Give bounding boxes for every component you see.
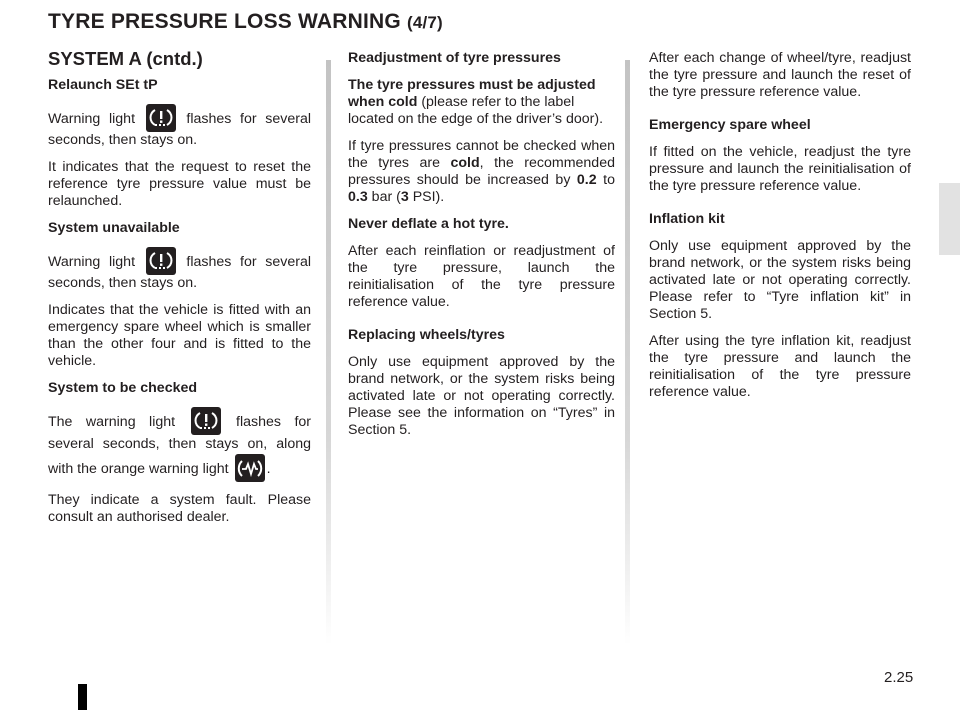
corner-mark — [78, 684, 87, 710]
paragraph: They indicate a system fault. Please consult an authorised dealer. — [48, 492, 311, 525]
paragraph — [48, 407, 311, 482]
system-fault-warning-icon — [235, 454, 265, 482]
bold-text: The tyre pressures must be adjusted when cold — [348, 77, 596, 110]
title-part: (4/7) — [406, 13, 443, 32]
section-thumb-tab — [939, 183, 960, 255]
paragraph: After using the tyre inflation kit, readjust the tyre pressure and launch the reinitialisation of the tyre pressure reference value. — [649, 333, 911, 400]
paragraph: After each change of wheel/tyre, readjust the tyre pressure and launch the reset of the tyre pressure reference value. — [649, 50, 911, 100]
subheading-replacing: Replacing wheels/tyres — [348, 327, 505, 343]
bold-text: 3 — [400, 189, 409, 205]
page-number: 2.25 — [884, 669, 914, 686]
subheading-unavailable: System unavailable — [48, 220, 180, 236]
column-2 — [348, 50, 615, 449]
subheading-never-deflate: Never deflate a hot tyre. — [348, 216, 509, 232]
tyre-pressure-warning-icon — [191, 407, 221, 435]
text: , the recommended pressures should be increased by — [348, 155, 615, 188]
text: Warning light — [48, 111, 136, 127]
text: to — [596, 172, 615, 188]
column-divider — [625, 60, 630, 645]
text: PSI). — [408, 189, 445, 205]
section-heading: SYSTEM A (cntd.) — [48, 48, 203, 69]
column-divider — [326, 60, 331, 645]
text: Warning light — [48, 254, 136, 270]
paragraph: Only use equipment approved by the brand network, or the system risks being activated late or not operating correctly. Please refer to “Tyre inflation kit” in Section 5. — [649, 238, 911, 322]
page-title — [48, 10, 443, 34]
text: The warning light — [48, 414, 176, 430]
column-1 — [48, 50, 311, 536]
bold-text: 0.2 — [576, 172, 597, 188]
text: (please refer to the label located on the edge of the driver’s door). — [348, 94, 604, 127]
paragraph: If fitted on the vehicle, readjust the tyre pressure and launch the reinitialisation of the tyre pressure reference value. — [649, 144, 911, 194]
paragraph — [348, 77, 615, 128]
tyre-pressure-warning-icon — [146, 104, 176, 132]
subheading-check: System to be checked — [48, 380, 198, 396]
paragraph: It indicates that the request to reset the reference tyre pressure value must be relaunched. — [48, 159, 311, 209]
paragraph: Indicates that the vehicle is fitted with an emergency spare wheel which is smaller than the other four and is fitted to the vehicle. — [48, 302, 311, 369]
subheading-readjust: Readjustment of tyre pressures — [348, 50, 561, 66]
tyre-pressure-warning-icon — [146, 247, 176, 275]
paragraph — [48, 104, 311, 149]
bold-text: 0.3 — [348, 189, 368, 205]
paragraph: Only use equipment approved by the brand network, or the system risks being activated late or not operating correctly. Please see the information on “Tyres” in Section 5. — [348, 354, 615, 438]
text: bar ( — [367, 189, 401, 205]
text: If tyre pressures cannot be checked when the tyres are — [348, 138, 615, 171]
subheading-relaunch: Relaunch SEt tP — [48, 77, 158, 93]
paragraph: After each reinflation or readjustment of the tyre pressure, launch the reinitialisation of the tyre pressure reference value. — [348, 243, 615, 310]
bold-text: cold — [450, 155, 480, 171]
subheading-spare-wheel: Emergency spare wheel — [649, 117, 811, 133]
paragraph — [348, 138, 615, 206]
text: . — [266, 461, 271, 477]
text: flashes for several seconds, then stays on. — [48, 254, 311, 291]
subheading-inflation-kit: Inflation kit — [649, 211, 725, 227]
paragraph — [48, 247, 311, 292]
title-main: TYRE PRESSURE LOSS WARNING — [48, 10, 401, 33]
text: flashes for several seconds, then stays on, along with the orange warning light — [48, 414, 312, 477]
column-3 — [649, 50, 911, 411]
text: flashes for several seconds, then stays on. — [48, 111, 311, 148]
